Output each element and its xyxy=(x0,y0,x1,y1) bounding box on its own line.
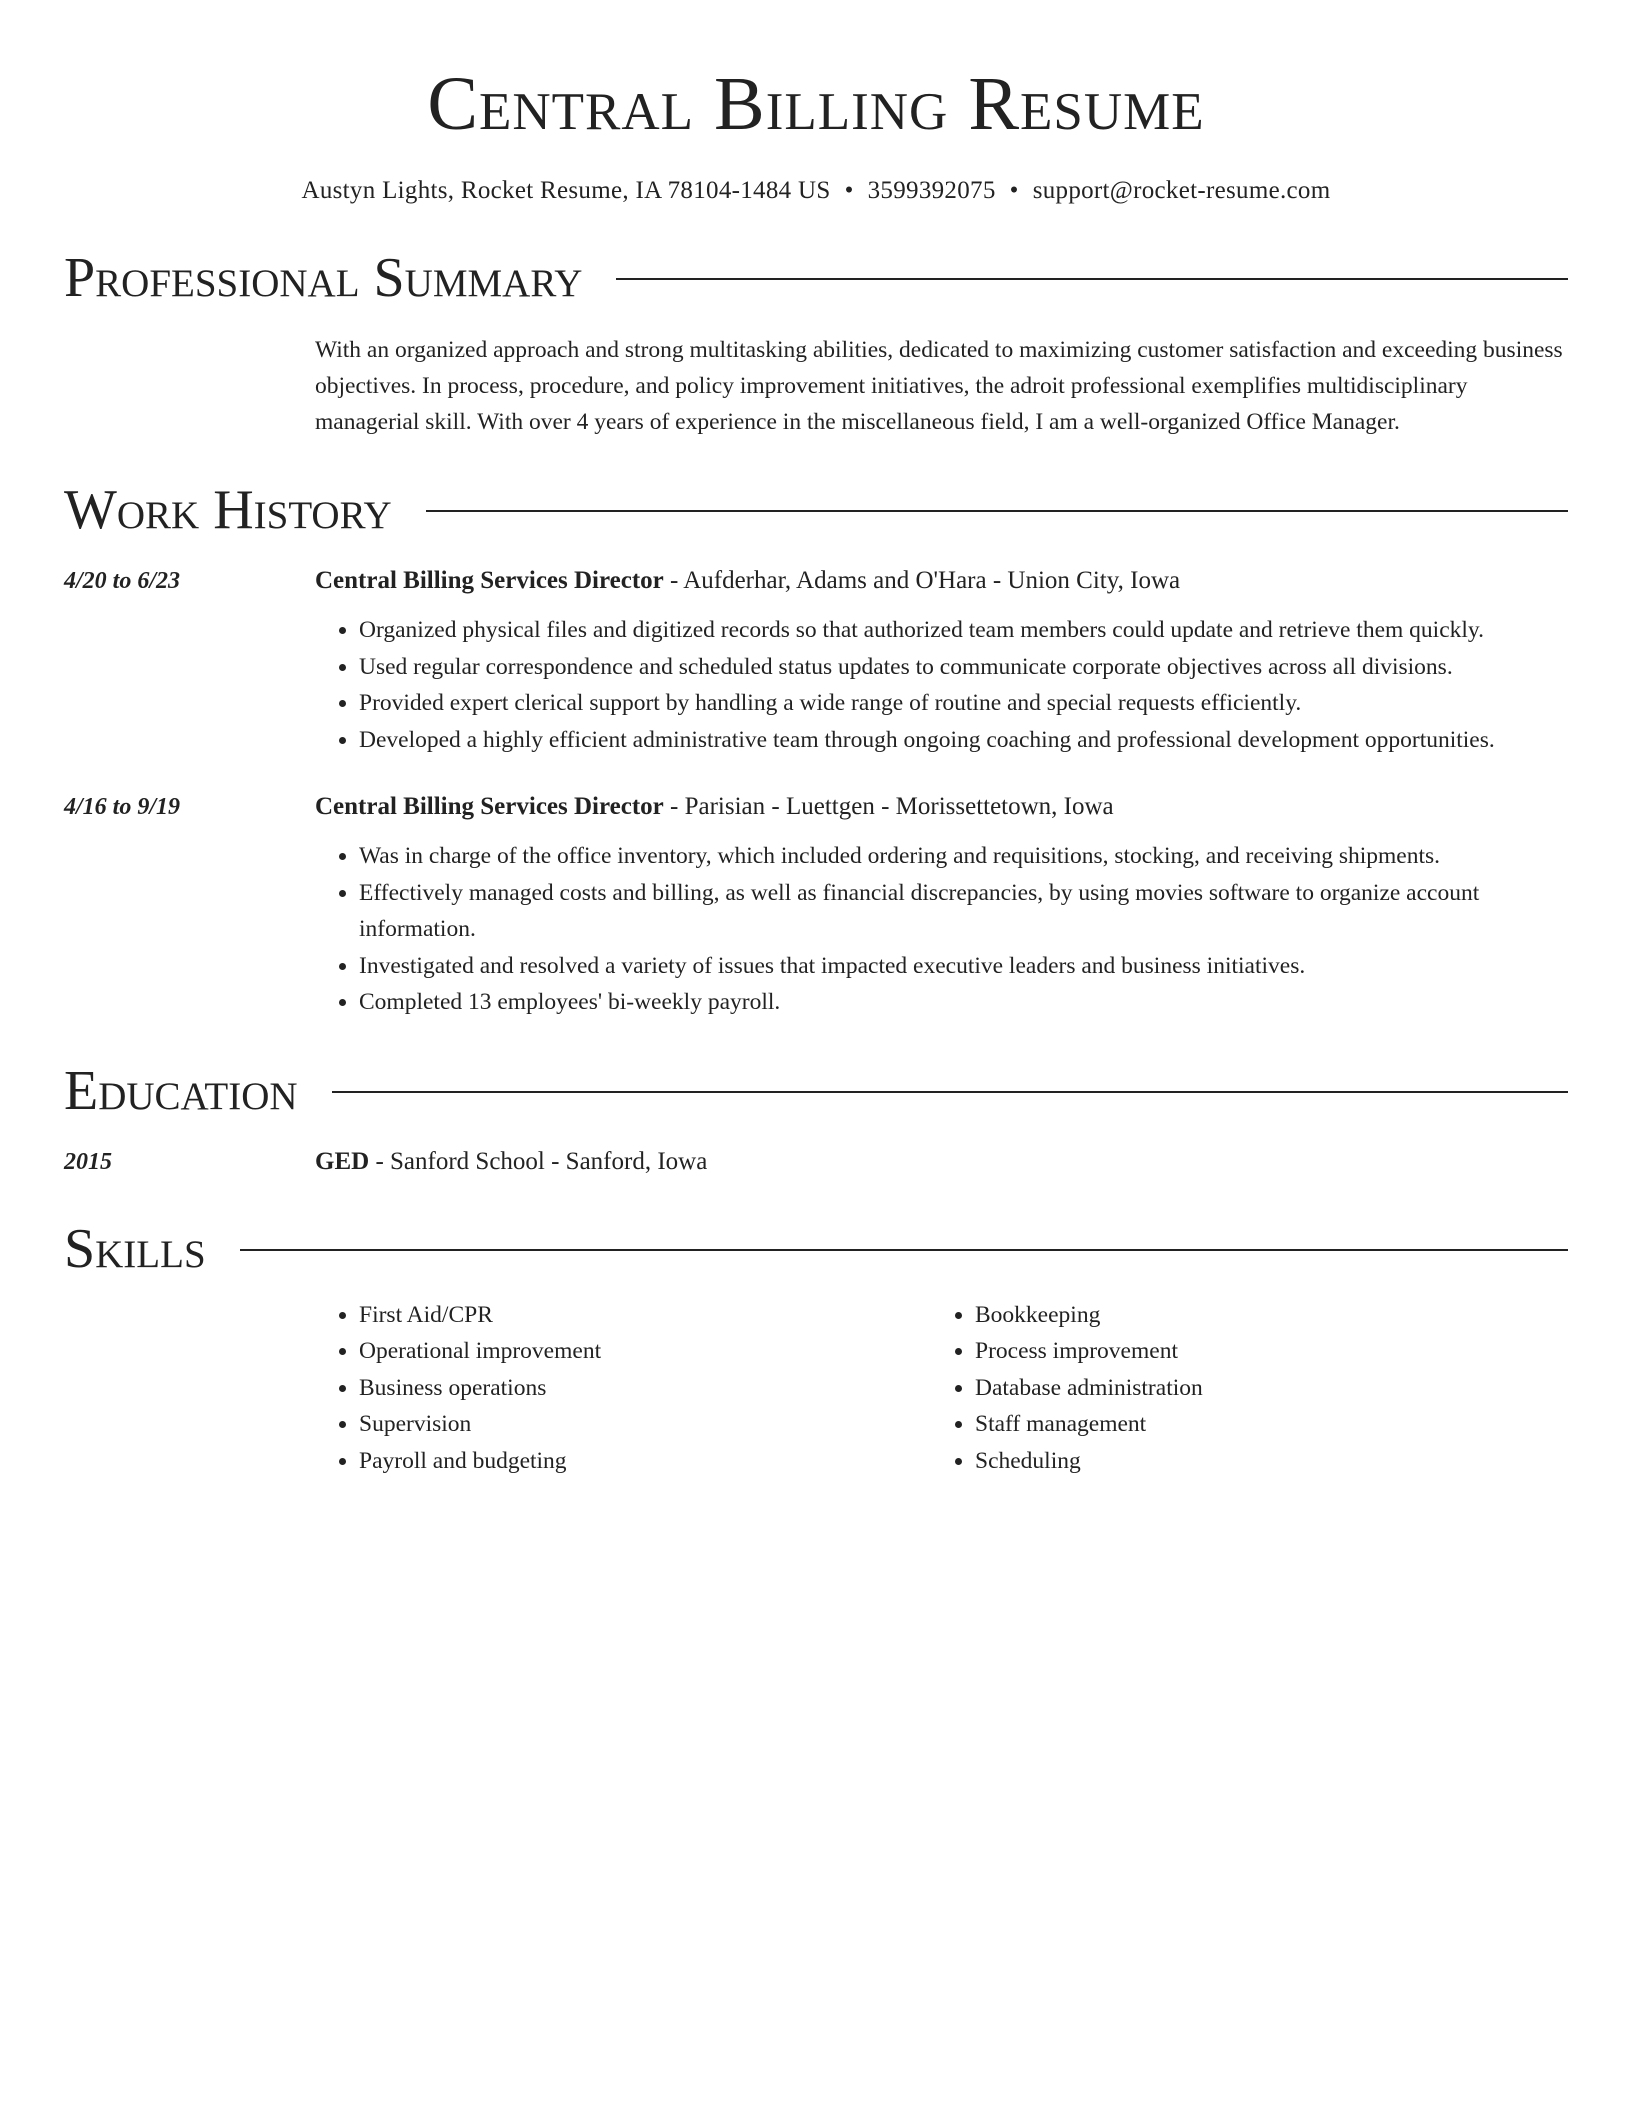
job-dates: 4/16 to 9/19 xyxy=(64,794,181,820)
job-entry xyxy=(64,790,1568,1021)
skills-row xyxy=(64,1281,1568,1480)
skill-item: • Operational improvement xyxy=(359,1333,931,1370)
contact-separator: • xyxy=(844,177,854,204)
job-role: Central Billing Services Director xyxy=(315,567,664,594)
skill-item: • Bookkeeping xyxy=(975,1297,1547,1334)
skill-item: • Scheduling xyxy=(975,1443,1547,1480)
contact-phone: 3599392075 xyxy=(867,177,996,204)
job-bullet: • Investigated and resolved a variety of issues that impacted executive leaders and business initiatives. xyxy=(359,948,1568,985)
section-divider xyxy=(240,1249,1568,1251)
skills-list-left xyxy=(315,1297,931,1480)
work-section-title: Work History xyxy=(64,479,392,541)
skill-item: • Payroll and budgeting xyxy=(359,1443,931,1480)
job-dates: 4/20 to 6/23 xyxy=(64,568,181,594)
section-divider xyxy=(426,510,1568,512)
job-bullet: • Effectively managed costs and billing, as well as financial discrepancies, by using movies software to organize account information. xyxy=(359,875,1568,948)
skills-section-title: Skills xyxy=(64,1217,206,1280)
job-bullet: • Used regular correspondence and scheduled status updates to communicate corporate objectives across all divisions. xyxy=(359,649,1568,686)
job-role: Central Billing Services Director xyxy=(315,793,664,820)
job-bullet: • Organized physical files and digitized records so that authorized team members could update and retrieve them quickly. xyxy=(359,612,1568,649)
education-degree: GED xyxy=(315,1147,370,1175)
work-section-header xyxy=(64,478,1568,542)
skills-section-header xyxy=(64,1217,1568,1281)
education-section-title: Education xyxy=(64,1059,298,1122)
summary-section-title: Professional Summary xyxy=(64,247,583,309)
job-bullets xyxy=(315,838,1568,1021)
skills-list-right xyxy=(931,1297,1547,1480)
resume-name: Central Billing Resume xyxy=(427,62,1205,146)
skill-item: • Business operations xyxy=(359,1370,931,1407)
skill-item: • First Aid/CPR xyxy=(359,1297,931,1334)
contact-line xyxy=(64,174,1568,208)
skill-item: • Staff management xyxy=(975,1406,1547,1443)
contact-address: Austyn Lights, Rocket Resume, IA 78104-1484 US xyxy=(301,177,831,204)
job-entry xyxy=(64,564,1568,758)
summary-text: With an organized approach and strong multitasking abilities, dedicated to maximizing customer satisfaction and exceeding business objectives. In process, procedure, and policy improvement initiatives, the adroit professional exemplifies multidisciplinary managerial skill. With over 4 years of experience in the miscellaneous field, I am a well-organized Office Manager. xyxy=(315,337,1563,435)
contact-email: support@rocket-resume.com xyxy=(1032,177,1331,204)
job-employer: - Aufderhar, Adams and O'Hara - Union City, Iowa xyxy=(663,567,1181,594)
job-bullet: • Completed 13 employees' bi-weekly payroll. xyxy=(359,984,1568,1021)
job-heading xyxy=(315,790,1568,824)
summary-row xyxy=(64,310,1568,440)
job-bullet: • Provided expert clerical support by handling a wide range of routine and special requests efficiently. xyxy=(359,685,1568,722)
job-heading xyxy=(315,564,1568,598)
education-section-header xyxy=(64,1059,1568,1123)
contact-separator: • xyxy=(1009,177,1019,204)
job-bullet: • Was in charge of the office inventory, which included ordering and requisitions, stocking, and receiving shipments. xyxy=(359,838,1568,875)
skill-item: • Process improvement xyxy=(975,1333,1547,1370)
skill-item: • Database administration xyxy=(975,1370,1547,1407)
summary-section-header xyxy=(64,246,1568,310)
job-bullet: • Developed a highly efficient administrative team through ongoing coaching and professional development opportunities. xyxy=(359,722,1568,759)
education-year: 2015 xyxy=(64,1148,112,1175)
skill-item: • Supervision xyxy=(359,1406,931,1443)
job-employer: - Parisian - Luettgen - Morissettetown, Iowa xyxy=(663,793,1114,820)
section-divider xyxy=(616,278,1568,280)
section-divider xyxy=(332,1091,1568,1093)
education-school: - Sanford School - Sanford, Iowa xyxy=(369,1147,708,1175)
education-entry xyxy=(64,1145,1568,1179)
job-bullets xyxy=(315,612,1568,758)
skills-grid xyxy=(315,1297,1568,1480)
